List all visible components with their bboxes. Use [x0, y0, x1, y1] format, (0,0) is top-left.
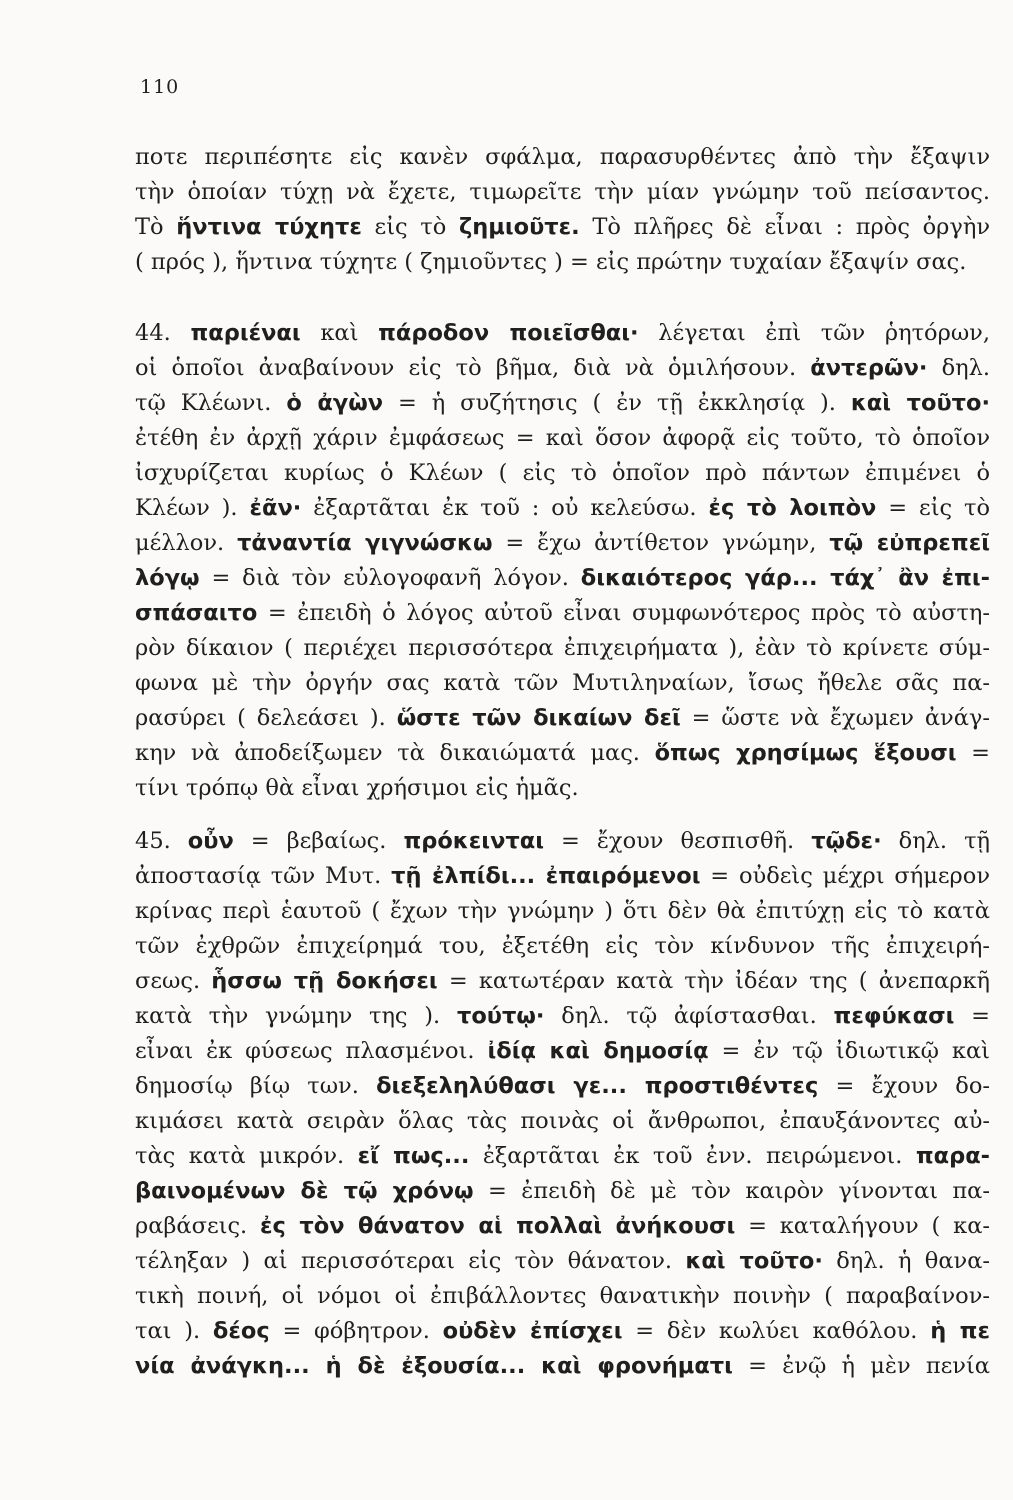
bold-term: εἴ πως... [357, 1143, 470, 1169]
text-line [135, 351, 990, 386]
text-segment: εἶναι ἐκ φύσεως πλασμένοι. [135, 1038, 488, 1064]
text-line [135, 491, 990, 526]
bold-term: δέος [212, 1318, 270, 1344]
text-segment: = κατωτέραν κατὰ τὴν ἰδέαν της ( ἀνεπαρκῆ [437, 968, 990, 994]
text-segment: τέληξαν ) αἱ περισσότεραι εἰς τὸν θάνατον. [135, 1248, 686, 1274]
text-line [135, 894, 990, 929]
text-line [135, 421, 990, 456]
text-segment: ποτε περιπέσητε εἰς κανὲν σφάλμα, παρασυρθέντες ἀπὸ τὴν ἔξαψιν [135, 144, 990, 170]
text-segment: ραβάσεις. [135, 1213, 261, 1239]
text-line [135, 526, 990, 561]
page-number: 110 [140, 76, 180, 98]
bold-term: τῷ εὐπρεπεῖ [829, 530, 990, 556]
bold-term: βαινομένων δὲ τῷ χρόνῳ [135, 1178, 474, 1204]
text-line [135, 771, 990, 806]
text-segment: ἀποστασίᾳ τῶν Μυτ. [135, 863, 392, 889]
text-segment: σεως. [135, 968, 212, 994]
bold-term: ὁ ἀγὼν [286, 390, 384, 416]
text-line [135, 964, 990, 999]
text-segment: φωνα μὲ τὴν ὀργήν σας κατὰ τῶν Μυτιληναίων, ἴσως ἤθελε σᾶς πα- [135, 670, 990, 696]
bold-term: καὶ τοῦτο· [850, 390, 990, 416]
text-line [135, 1209, 990, 1244]
bold-term: τούτῳ· [456, 1003, 545, 1029]
bold-term: οὐδὲν ἐπίσχει [442, 1318, 623, 1344]
text-line [135, 1069, 990, 1104]
text-segment: κην νὰ ἀποδείξωμεν τὰ δικαιώματά μας. [135, 740, 655, 766]
text-line [135, 999, 990, 1034]
text-line [135, 561, 990, 596]
bold-term: ἰδίᾳ καὶ δημοσίᾳ [487, 1038, 709, 1064]
text-line [135, 245, 990, 280]
paragraph-45 [135, 824, 990, 1384]
text-segment: = φόβητρον. [269, 1318, 443, 1344]
text-segment: τῶν ἐχθρῶν ἐπιχείρημά του, ἐξετέθη εἰς τὸν κίνδυνον τῆς ἐπιχειρή- [135, 933, 990, 959]
text-line [135, 666, 990, 701]
bold-term: ἥντινα τύχητε [176, 214, 362, 240]
bold-term: ζημιοῦτε. [458, 214, 580, 240]
text-line [135, 824, 990, 859]
text-segment: Κλέων ). [135, 495, 250, 521]
bold-term: ἐς τὸ λοιπὸν [708, 495, 877, 521]
text-segment: δηλ. τῷ ἀφίστασθαι. [544, 1003, 834, 1029]
bold-term: ἧσσω τῇ δοκήσει [211, 968, 438, 994]
text-segment: κατὰ τὴν γνώμην της ). [135, 1003, 457, 1029]
text-segment: 45. [135, 828, 188, 854]
text-segment: 44. [135, 320, 191, 346]
text-segment: = ἡ συζήτησις ( ἐν τῇ ἐκκλησίᾳ ). [383, 390, 851, 416]
bold-term: τῷδε· [811, 828, 882, 854]
paragraph-continuation [135, 140, 990, 280]
text-segment: = καταλήγουν ( κα- [735, 1213, 990, 1239]
bold-term: πεφύκασι [833, 1003, 955, 1029]
bold-term: παριέναι [190, 320, 301, 346]
text-segment: δηλ. ἡ θανα- [822, 1248, 990, 1274]
text-line [135, 736, 990, 771]
bold-term: πρόκεινται [403, 828, 544, 854]
text-line [135, 1244, 990, 1279]
bold-term: ὥστε τῶν δικαίων δεῖ [396, 705, 681, 731]
bold-term: διεξεληλύθασι γε... προστιθέντες [376, 1073, 819, 1099]
text-segment: ἐτέθη ἐν ἀρχῇ χάριν ἐμφάσεως = καὶ ὅσον ἀφορᾷ εἰς τοῦτο, τὸ ὁποῖον [135, 425, 990, 451]
text-line [135, 1174, 990, 1209]
text-segment: = [954, 1003, 990, 1029]
text-segment: τὴν ὁποίαν τύχῃ νὰ ἔχετε, τιμωρεῖτε τὴν μίαν γνώμην τοῦ πείσαντος. [135, 179, 990, 205]
text-segment: = ἐν τῷ ἰδιωτικῷ καὶ [708, 1038, 990, 1064]
text-segment: = οὐδεὶς μέχρι σήμερον [700, 863, 990, 889]
text-segment: ρὸν δίκαιον ( περιέχει περισσότερα ἐπιχειρήματα ), ἐὰν τὸ κρίνετε σύμ- [135, 635, 990, 661]
text-segment: = [956, 740, 990, 766]
text-line [135, 1314, 990, 1349]
text-segment: ἰσχυρίζεται κυρίως ὁ Κλέων ( εἰς τὸ ὁποῖον πρὸ πάντων ἐπιμένει ὁ [135, 460, 990, 486]
text-line [135, 386, 990, 421]
text-segment: εἰς τὸ [361, 214, 459, 240]
text-segment: ται ). [135, 1318, 213, 1344]
text-segment: δημοσίῳ βίῳ των. [135, 1073, 377, 1099]
text-segment: ἐξαρτᾶται ἐκ τοῦ ἐνν. πειρώμενοι. [469, 1143, 916, 1169]
text-line [135, 631, 990, 666]
bold-term: παρα- [915, 1143, 990, 1169]
text-line [135, 140, 990, 175]
text-line [135, 859, 990, 894]
text-segment: μέλλον. [135, 530, 238, 556]
text-segment: = δὲν κωλύει καθόλου. [622, 1318, 931, 1344]
text-segment: Τὸ [135, 214, 177, 240]
text-line [135, 210, 990, 245]
bold-term: πάροδον ποιεῖσθαι· [378, 320, 639, 346]
text-segment: κιμάσει κατὰ σειρὰν ὅλας τὰς ποινὰς οἱ ἄνθρωποι, ἐπαυξάνοντες αὐ- [135, 1108, 990, 1134]
bold-term: οὖν [187, 828, 234, 854]
text-segment: = ἔχουν δο- [818, 1073, 990, 1099]
text-segment: λέγεται ἐπὶ τῶν ῥητόρων, [638, 320, 990, 346]
text-line [135, 929, 990, 964]
text-segment: = ὥστε νὰ ἔχωμεν ἀνάγ- [680, 705, 990, 731]
text-segment: τῷ Κλέωνι. [135, 390, 287, 416]
text-line [135, 316, 990, 351]
bold-term: τἀναντία γιγνώσκω [237, 530, 493, 556]
text-segment: κρίνας περὶ ἑαυτοῦ ( ἔχων τὴν γνώμην ) ὅτι δὲν θὰ ἐπιτύχῃ εἰς τὸ κατὰ [135, 898, 990, 924]
bold-term: ἀντερῶν· [810, 355, 928, 381]
bold-term: σπάσαιτο [135, 600, 258, 626]
text-segment: = εἰς τὸ [876, 495, 991, 521]
bold-term: ἐς τὸν θάνατον αἱ πολλαὶ ἀνήκουσι [260, 1213, 736, 1239]
bold-term: δικαιότερος γάρ... τάχ᾽ ἂν ἐπι- [580, 565, 990, 591]
text-segment: = ἐπειδὴ ὁ λόγος αὐτοῦ εἶναι συμφωνότερος πρὸς τὸ αὐστη- [257, 600, 990, 626]
paragraph-44 [135, 316, 990, 806]
bold-term: λόγῳ [135, 565, 200, 591]
text-segment: = ἐνῷ ἡ μὲν πενία [732, 1353, 990, 1379]
text-segment: οἱ ὁποῖοι ἀναβαίνουν εἰς τὸ βῆμα, διὰ νὰ ὁμιλήσουν. [135, 355, 811, 381]
text-line [135, 175, 990, 210]
text-segment: = ἔχω ἀντίθετον γνώμην, [492, 530, 830, 556]
text-line [135, 1279, 990, 1314]
text-line [135, 1139, 990, 1174]
text-line [135, 596, 990, 631]
text-segment: = ἐπειδὴ δὲ μὲ τὸν καιρὸν γίνονται πα- [473, 1178, 990, 1204]
text-segment: δηλ. [927, 355, 991, 381]
text-segment: ἐξαρτᾶται ἐκ τοῦ : οὐ κελεύσω. [301, 495, 709, 521]
text-segment: τίνι τρόπῳ θὰ εἶναι χρήσιμοι εἰς ἡμᾶς. [135, 775, 579, 801]
text-segment: ρασύρει ( δελεάσει ). [135, 705, 397, 731]
text-segment: = βεβαίως. [233, 828, 404, 854]
text-line [135, 701, 990, 736]
text-segment: = ἔχουν θεσπισθῆ. [544, 828, 812, 854]
text-line [135, 1104, 990, 1139]
bold-term: ὅπως χρησίμως ἕξουσι [654, 740, 957, 766]
bold-term: τῇ ἐλπίδι... ἐπαιρόμενοι [391, 863, 701, 889]
bold-term: νία ἀνάγκη... ἡ δὲ ἐξουσία... καὶ φρονήματι [135, 1353, 733, 1379]
text-segment: τὰς κατὰ μικρόν. [135, 1143, 358, 1169]
text-segment: ( πρός ), ἥντινα τύχητε ( ζημιοῦντες ) = εἰς πρώτην τυχαίαν ἔξαψίν σας. [135, 249, 967, 275]
text-segment: καὶ [300, 320, 379, 346]
text-segment: = διὰ τὸν εὐλογοφανῆ λόγον. [199, 565, 581, 591]
text-line [135, 1349, 990, 1384]
bold-term: ἡ πε [930, 1318, 990, 1344]
bold-term: ἐᾶν· [249, 495, 302, 521]
text-line [135, 1034, 990, 1069]
text-line [135, 456, 990, 491]
bold-term: καὶ τοῦτο· [685, 1248, 823, 1274]
text-segment: Τὸ πλῆρες δὲ εἶναι : πρὸς ὀργὴν [579, 214, 990, 240]
text-segment: δηλ. τῇ [881, 828, 991, 854]
text-segment: τικὴ ποινή, οἱ νόμοι οἱ ἐπιβάλλοντες θανατικὴν ποινὴν ( παραβαίνον- [135, 1283, 990, 1309]
